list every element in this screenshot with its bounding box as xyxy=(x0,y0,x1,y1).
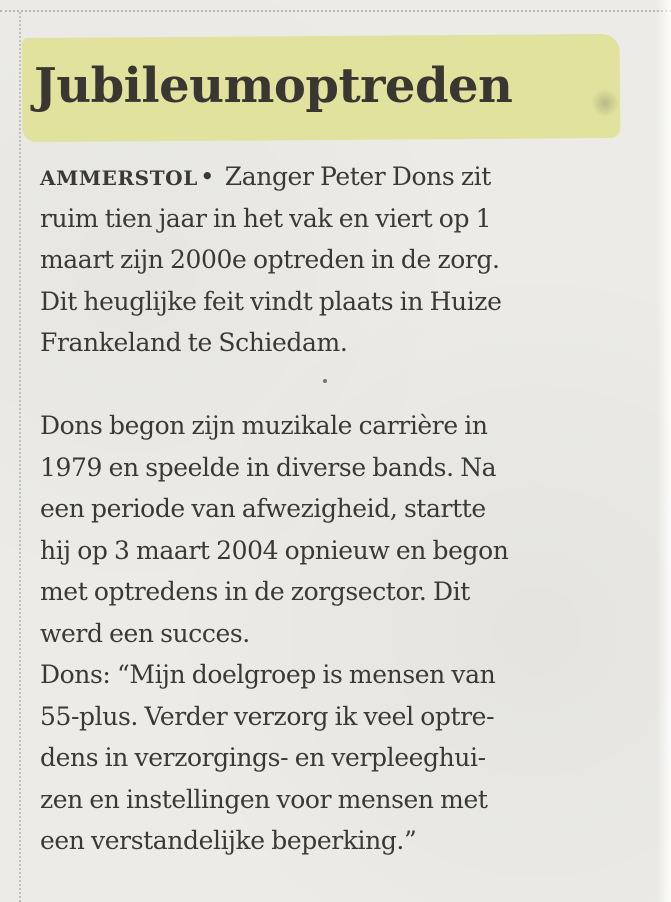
paragraph-2-line-2: 1979 en speelde in diverse bands. Na xyxy=(40,452,497,482)
article-body xyxy=(40,156,640,862)
paragraph-3-line-3: dens in verzorgings- en verpleeghui- xyxy=(40,743,486,772)
left-dotted-rule xyxy=(19,12,21,902)
paragraph-2-line-4: hij op 3 maart 2004 opnieuw en begon xyxy=(40,535,509,565)
paragraph-3-line-5: een verstandelijke beperking.” xyxy=(40,826,417,855)
paragraph-1-line-5: Frankeland te Schiedam. xyxy=(40,328,348,357)
paper-speck xyxy=(323,379,327,383)
article-line xyxy=(40,156,640,198)
ink-smudge xyxy=(592,88,618,118)
top-dotted-rule xyxy=(0,10,671,12)
article-headline: Jubileumoptreden xyxy=(34,58,513,114)
paragraph-1-line-4: Dit heuglijke feit vindt plaats in Huize xyxy=(40,286,502,316)
article-dateline: AMMERSTOL xyxy=(40,166,198,190)
paragraph-3-line-1: Dons: “Mijn doelgroep is mensen van xyxy=(40,660,496,689)
paragraph-3-line-4: zen en instellingen voor mensen met xyxy=(40,784,488,814)
scan-edge xyxy=(657,0,671,902)
paragraph-spacer xyxy=(40,364,640,406)
dateline-separator: • xyxy=(199,162,215,191)
paragraph-1-line-2: ruim tien jaar in het vak en viert op 1 xyxy=(40,203,492,233)
paragraph-1-line-3: maart zijn 2000e optreden in de zorg. xyxy=(40,245,500,274)
paragraph-2-line-1: Dons begon zijn muzikale carrière in xyxy=(40,411,488,440)
paragraph-3-line-2: 55-plus. Verder verzorg ik veel optre- xyxy=(40,701,495,731)
paragraph-2-line-6: werd een succes. xyxy=(40,618,250,648)
paragraph-2-line-5: met optredens in de zorgsector. Dit xyxy=(40,577,470,606)
paragraph-2-line-3: een periode van afwezigheid, startte xyxy=(40,494,486,523)
paragraph-1-line-1: Zanger Peter Dons zit xyxy=(224,162,491,191)
